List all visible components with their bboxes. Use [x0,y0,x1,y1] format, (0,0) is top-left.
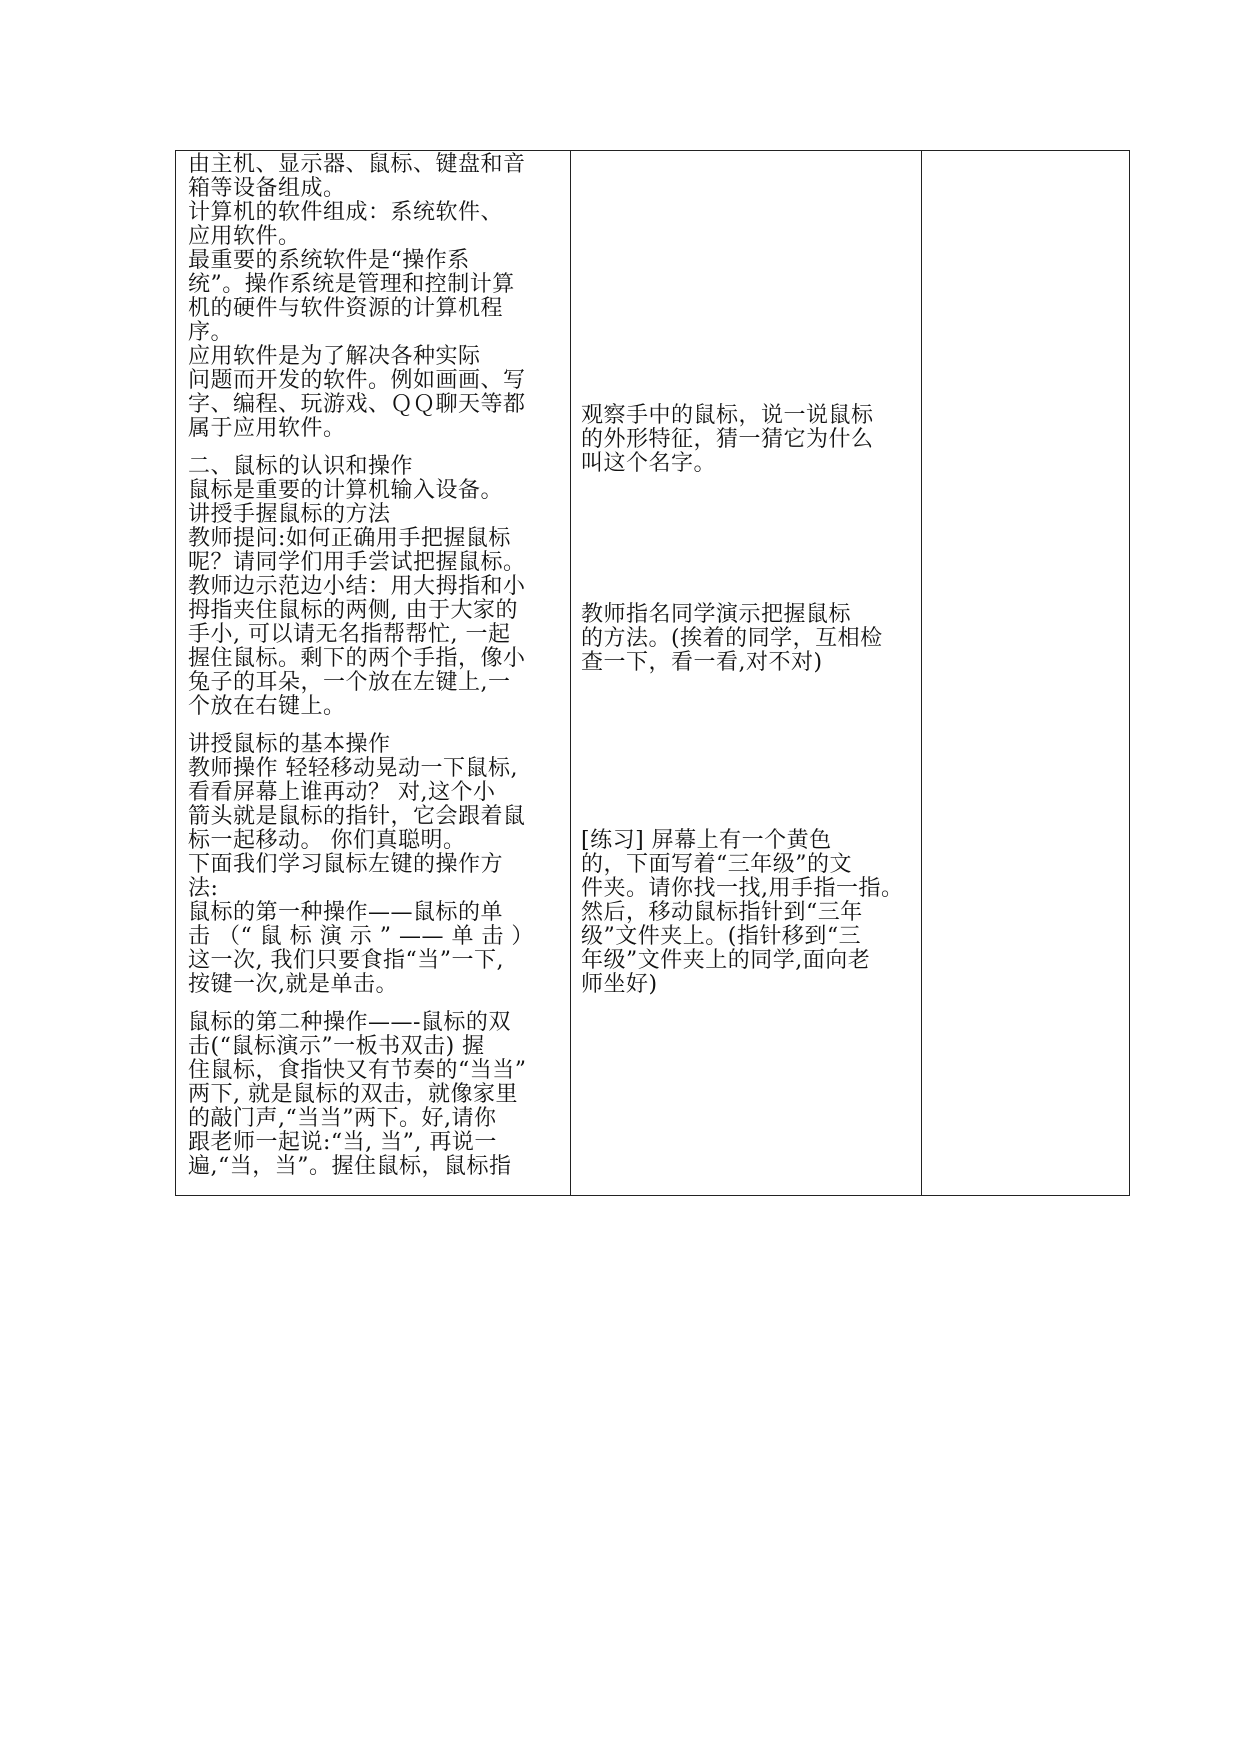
activity-line: 师坐好) [581,972,658,997]
content-line: 最重要的系统软件是“操作系 [188,248,470,273]
content-line: 住鼠标，食指快又有节奏的“当当” [188,1058,527,1083]
content-line: 握住鼠标。剩下的两个手指，像小 [188,646,526,671]
activity-line: 叫这个名字。 [581,451,717,476]
content-line: 属于应用软件。 [188,416,346,441]
content-line: 箱等设备组成。 [188,176,346,201]
content-line: 二、鼠标的认识和操作 [188,454,414,479]
activity-line: 的方法。(挨着的同学，互相检 [581,626,883,651]
content-line: 拇指夹住鼠标的两侧, 由于大家的 [188,598,518,623]
content-line: 跟老师一起说:“当, 当”, 再说一 [188,1130,497,1155]
content-line: 讲授鼠标的基本操作 [188,732,391,757]
student-activity-cell [571,151,922,1196]
activity-line: 年级”文件夹上的同学,面向老 [581,948,871,973]
content-line: 教师操作 轻轻移动晃动一下鼠标, [188,756,518,781]
content-line: 两下, 就是鼠标的双击，就像家里 [188,1082,518,1107]
activity-line: 然后，移动鼠标指针到“三年 [581,900,863,925]
content-line: 标一起移动。 你们真聪明。 [188,828,466,853]
activity-line: 的外形特征，猜一猜它为什么 [581,427,874,452]
content-line: 序。 [188,320,234,345]
content-line: 这一次, 我们只要食指“当”一下, [188,948,504,973]
table-row [176,151,1130,1196]
content-line: 教师提问:如何正确用手把握鼠标 [188,526,511,551]
hidden-anchor [187,1196,188,1197]
content-line: 法: [188,876,219,901]
activity-line: 教师指名同学演示把握鼠标 [581,602,852,627]
activity-line: 观察手中的鼠标，说一说鼠标 [581,403,874,428]
content-line: 字、编程、玩游戏、ＱＱ聊天等都 [188,392,526,417]
content-line: 击(“鼠标演示”一板书双击) 握 [188,1034,485,1059]
teaching-content-cell [176,151,571,1196]
content-line: 按键一次,就是单击。 [188,972,398,997]
content-line: 看看屏幕上谁再动？ 对,这个小 [188,780,496,805]
content-line: 的敲门声,“当当”两下。好,请你 [188,1106,497,1131]
content-line: 鼠标是重要的计算机输入设备。 [188,478,504,503]
content-line: 机的硬件与软件资源的计算机程 [188,296,504,321]
content-line: 兔子的耳朵，一个放在左键上,一 [188,670,511,695]
content-line: 下面我们学习鼠标左键的操作方 [188,852,504,877]
lesson-plan-table [175,150,1130,1196]
content-line: 由主机、显示器、鼠标、键盘和音 [188,152,526,177]
activity-line: 查一下，看一看,对不对) [581,650,823,675]
activity-line: 的，下面写着“三年级”的文 [581,852,852,877]
content-line: 统”。操作系统是管理和控制计算 [188,272,515,297]
content-line: 箭头就是鼠标的指针，它会跟着鼠 [188,804,526,829]
notes-cell [922,151,1130,1196]
content-line: 应用软件是为了解决各种实际 [188,344,481,369]
content-line: 教师边示范边小结：用大拇指和小 [188,574,526,599]
content-line: 个放在右键上。 [188,694,346,719]
content-line: 计算机的软件组成：系统软件、 [188,200,504,225]
content-line: 应用软件。 [188,224,301,249]
activity-line: 件夹。请你找一找,用手指一指。 [581,876,904,901]
activity-line: 级”文件夹上。(指针移到“三 [581,924,862,949]
content-line: 鼠标的第二种操作——-鼠标的双 [188,1010,511,1035]
content-line: 讲授手握鼠标的方法 [188,502,391,527]
content-line: 手小, 可以请无名指帮帮忙, 一起 [188,622,511,647]
content-line: 问题而开发的软件。例如画画、写 [188,368,526,393]
content-line: 遍,“当，当”。握住鼠标，鼠标指 [188,1154,512,1179]
content-line: 击 （“ 鼠 标 演 示 ” —— 单 击 ） [188,924,534,949]
activity-line: [练习] 屏幕上有一个黄色 [581,828,832,853]
content-line: 呢？请同学们用手尝试把握鼠标。 [188,550,526,575]
content-line: 鼠标的第一种操作——鼠标的单 [188,900,504,925]
